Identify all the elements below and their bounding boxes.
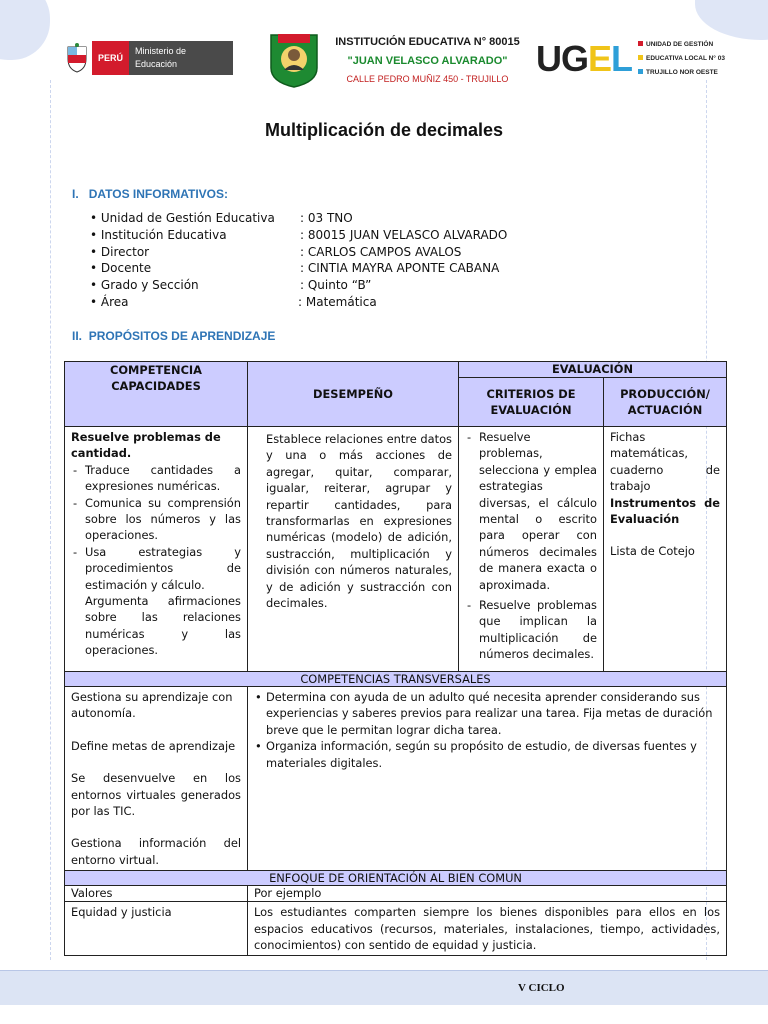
info-list [90, 211, 530, 312]
header-produccion: PRODUCCIÓN/ ACTUACIÓN [604, 378, 727, 427]
page-guide [50, 80, 51, 960]
ugel-line: UNIDAD DE GESTIÓN [646, 41, 714, 48]
produccion-cell [604, 427, 727, 672]
section-number: II. [72, 329, 83, 343]
enfoque-title: ENFOQUE DE ORIENTACIÓN AL BIEN COMUN [65, 871, 727, 886]
ugel-line: TRUJILLO NOR OESTE [646, 69, 718, 76]
header-label: CAPACIDADES [111, 379, 201, 394]
table-header-row [65, 362, 727, 378]
transversales-list [254, 689, 720, 771]
produccion-text: Fichas matemáticas, cuaderno de trabajo [610, 430, 720, 494]
section-heading-propositos [72, 329, 275, 343]
minedu-logo [66, 41, 233, 75]
ejemplo-cell: Los estudiantes comparten siempre los bienes disponibles para ellos en los espacios educativos (recursos, materiales, instalaciones, tiempo, actividades, conocimientos) con sentido de equidad y justicia. [248, 902, 727, 956]
list-item: - Comunica su comprensión sobre los números y las operaciones. [85, 495, 241, 544]
peru-shield-icon [66, 43, 88, 73]
info-row [90, 211, 530, 228]
ugel-logo [536, 38, 725, 80]
transversales-title: COMPETENCIAS TRANSVERSALES [65, 672, 727, 687]
argumenta-text: Argumenta afirmaciones sobre las relaciones numéricas y las operaciones. [85, 594, 241, 658]
valores-label: Valores [65, 886, 248, 902]
list-item: - Traduce cantidades a expresiones numéricas. [85, 462, 241, 495]
instrumentos-text: Instrumentos de Evaluación [610, 495, 720, 527]
list-item: - Resuelve problemas, selecciona y emplea estrategias diversas, el cálculo mental o escrito para operar con números decimales de manera exacta o aproximada. [479, 429, 597, 593]
info-value: : CINTIA MAYRA APONTE CABANA [300, 261, 500, 276]
header-label: COMPETENCIA [109, 363, 202, 377]
capacidades-list [71, 462, 241, 593]
info-value: : CARLOS CAMPOS AVALOS [300, 244, 462, 259]
ministerio-badge: Ministerio de Educación [129, 41, 233, 75]
ugel-line: EDUCATIVA LOCAL N° 03 [646, 55, 725, 62]
school-info [325, 36, 530, 84]
transversal-item: Gestiona información del entorno virtual. [71, 836, 241, 867]
transversal-item: Define metas de aprendizaje [71, 738, 236, 753]
info-label: • Institución Educativa [90, 227, 227, 242]
list-item: • Determina con ayuda de un adulto qué necesita aprender considerando sus experiencias y saberes previos para realizar una tarea. Fija metas de duración breve que le permitan lograr dicha tarea. [266, 689, 720, 738]
school-patron: "JUAN VELASCO ALVARADO" [347, 55, 508, 67]
info-row [90, 261, 530, 278]
list-item: • Organiza información, según su propósito de estudio, de diversas fuentes y materiales digitales. [266, 738, 720, 771]
band-row [65, 871, 727, 886]
header-competencia [65, 362, 248, 427]
header-desempeno: DESEMPEÑO [248, 362, 459, 427]
info-value: : Quinto “B” [300, 278, 372, 293]
criterios-cell [459, 427, 604, 672]
school-address: CALLE PEDRO MUÑIZ 450 - TRUJILLO [346, 74, 509, 84]
page-title: Multiplicación de decimales [264, 120, 504, 140]
info-label: • Grado y Sección [90, 278, 199, 293]
info-label: • Docente [90, 261, 152, 276]
ugel-caption [638, 38, 725, 80]
section-heading-datos [72, 187, 228, 201]
transversales-right-cell [248, 687, 727, 871]
info-label: • Director [90, 244, 150, 259]
header-evaluacion: EVALUACIÓN [459, 362, 727, 378]
info-label: • Unidad de Gestión Educativa [90, 211, 275, 225]
transversal-item: Gestiona su aprendizaje con autonomía. [71, 690, 233, 721]
school-name: INSTITUCIÓN EDUCATIVA N° 80015 [335, 36, 520, 48]
ejemplo-label: Por ejemplo [248, 886, 727, 902]
ugel-wordmark: UGEL [536, 38, 633, 79]
table-row [65, 687, 727, 871]
page-footer [0, 970, 768, 1005]
desempeno-cell: Establece relaciones entre datos y una o más acciones de agregar, quitar, comparar, igualar, reiterar, agrupar y repartir cantidades, para transformarlas en expresiones numéricas (modelo) de adición, sustracción, multiplicación y división con números naturales, y de adición y sustracción con decimales. [248, 427, 459, 672]
competencia-text: Resuelve problemas de cantidad. [71, 430, 221, 461]
table-row [65, 886, 727, 902]
document-header [0, 28, 768, 98]
info-row [90, 278, 530, 295]
info-label: • Área [90, 294, 129, 309]
lista-text: Lista de Cotejo [610, 544, 695, 559]
footer-cycle: V CICLO [518, 982, 565, 994]
section-title: DATOS INFORMATIVOS: [88, 187, 229, 201]
transversal-item: Se desenvuelve en los entornos virtuales generados por las TIC. [71, 771, 241, 819]
valor-cell: Equidad y justicia [65, 902, 248, 956]
header-criterios: CRITERIOS DE EVALUACIÓN [459, 378, 604, 427]
transversales-left-cell [65, 687, 248, 871]
info-value: : 03 TNO [300, 211, 353, 225]
peru-badge: PERÚ [92, 41, 129, 75]
info-value: : Matemática [298, 294, 377, 309]
section-title: PROPÓSITOS DE APRENDIZAJE [88, 329, 276, 343]
info-value: : 80015 JUAN VELASCO ALVARADO [300, 227, 508, 242]
criterios-list [465, 429, 597, 663]
band-row [65, 672, 727, 687]
competencia-cell [65, 427, 248, 672]
section-number: I. [72, 187, 79, 201]
school-crest-icon [268, 32, 320, 88]
info-row [90, 295, 530, 312]
list-item: - Resuelve problemas que implican la multiplicación de números decimales. [479, 597, 597, 663]
learning-table [64, 361, 727, 956]
info-row [90, 245, 530, 262]
info-row [90, 228, 530, 245]
table-row [65, 427, 727, 672]
list-item: - Usa estrategias y procedimientos de estimación y cálculo. [85, 544, 241, 593]
table-row [65, 902, 727, 956]
